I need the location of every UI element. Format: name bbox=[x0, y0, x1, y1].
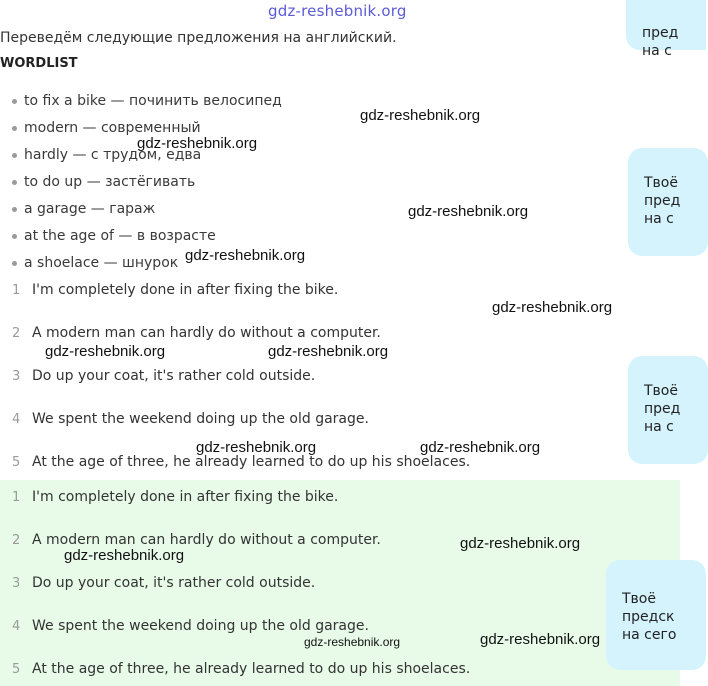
wordlist-item bbox=[12, 174, 195, 190]
watermark: gdz-reshebnik.org bbox=[492, 299, 613, 316]
answer-text: Do up your coat, it's rather cold outside. bbox=[32, 575, 316, 591]
sentence-text: A modern man can hardly do without a computer. bbox=[32, 325, 381, 341]
intro-text: Переведём следующие предложения на английский. bbox=[0, 30, 397, 46]
watermark: gdz-reshebnik.org bbox=[185, 247, 306, 264]
wordlist-item-text: hardly — с трудом, едва bbox=[24, 147, 202, 163]
watermark: gdz-reshebnik.org bbox=[408, 203, 529, 220]
prediction-card-2[interactable] bbox=[628, 356, 708, 464]
sentence-row bbox=[12, 454, 470, 470]
answer-row bbox=[12, 661, 470, 677]
wordlist-item-text: modern — современный bbox=[24, 120, 201, 136]
sentence-row bbox=[12, 325, 381, 341]
card-text: пред bbox=[644, 401, 681, 417]
answer-row bbox=[12, 575, 315, 591]
wordlist-item bbox=[12, 255, 178, 271]
watermark: gdz-reshebnik.org bbox=[420, 439, 541, 456]
sentence-text: I'm completely done in after fixing the bike. bbox=[32, 282, 339, 298]
sentence-text: Do up your coat, it's rather cold outside. bbox=[32, 368, 316, 384]
bullet-icon bbox=[12, 153, 17, 158]
bullet-icon bbox=[12, 207, 17, 212]
watermark: gdz-reshebnik.org bbox=[480, 631, 601, 648]
sentence-number: 1 bbox=[12, 283, 21, 298]
card-text: предск bbox=[622, 609, 675, 625]
card-text: пред bbox=[642, 25, 679, 41]
prediction-card-top[interactable] bbox=[626, 0, 706, 59]
bullet-icon bbox=[12, 261, 17, 266]
answer-text: At the age of three, he already learned to do up his shoelaces. bbox=[32, 661, 471, 677]
wordlist-item bbox=[12, 228, 216, 244]
bullet-icon bbox=[12, 126, 17, 131]
sentence-row bbox=[12, 282, 338, 298]
card-text: Твоё bbox=[644, 383, 678, 399]
card-text: пред bbox=[644, 193, 681, 209]
watermark: gdz-reshebnik.org bbox=[304, 635, 401, 649]
top-watermark: gdz-reshebnik.org bbox=[268, 2, 407, 20]
bullet-icon bbox=[12, 180, 17, 185]
wordlist-item bbox=[12, 201, 155, 217]
sentence-number: 4 bbox=[12, 412, 21, 427]
sentence-number: 3 bbox=[12, 369, 21, 384]
card-text: на с bbox=[644, 419, 674, 435]
sentence-number: 2 bbox=[12, 326, 21, 341]
watermark: gdz-reshebnik.org bbox=[64, 547, 185, 564]
card-text: на сего bbox=[622, 627, 677, 643]
bullet-icon bbox=[12, 99, 17, 104]
answer-number: 3 bbox=[12, 576, 21, 591]
prediction-card-3[interactable] bbox=[606, 560, 706, 670]
wordlist-item-text: to fix a bike — починить велосипед bbox=[24, 93, 282, 109]
answer-text: We spent the weekend doing up the old garage. bbox=[32, 618, 369, 634]
prediction-card-1[interactable] bbox=[628, 148, 708, 256]
answer-number: 1 bbox=[12, 490, 21, 505]
wordlist-item bbox=[12, 93, 282, 109]
sentence-number: 5 bbox=[12, 455, 21, 470]
wordlist-item-text: a shoelace — шнурок bbox=[24, 255, 179, 271]
answer-text: I'm completely done in after fixing the bike. bbox=[32, 489, 339, 505]
answer-text: A modern man can hardly do without a computer. bbox=[32, 532, 381, 548]
answer-row bbox=[12, 532, 381, 548]
watermark: gdz-reshebnik.org bbox=[360, 107, 481, 124]
wordlist-item-text: at the age of — в возрасте bbox=[24, 228, 216, 244]
card-text: Твоё bbox=[644, 175, 678, 191]
answer-row bbox=[12, 618, 369, 634]
card-text: на с bbox=[642, 43, 672, 59]
wordlist-item-text: a garage — гараж bbox=[24, 201, 156, 217]
card-text: Твоё bbox=[622, 591, 656, 607]
watermark: gdz-reshebnik.org bbox=[45, 343, 166, 360]
answer-number: 5 bbox=[12, 662, 21, 677]
bullet-icon bbox=[12, 234, 17, 239]
watermark: gdz-reshebnik.org bbox=[196, 439, 317, 456]
sentence-text: We spent the weekend doing up the old garage. bbox=[32, 411, 369, 427]
sentence-row bbox=[12, 411, 369, 427]
watermark: gdz-reshebnik.org bbox=[460, 535, 581, 552]
answer-row bbox=[12, 489, 338, 505]
sentence-text: At the age of three, he already learned to do up his shoelaces. bbox=[32, 454, 471, 470]
watermark: gdz-reshebnik.org bbox=[268, 343, 389, 360]
wordlist-title: WORDLIST bbox=[0, 56, 78, 71]
answer-number: 2 bbox=[12, 533, 21, 548]
sentence-row bbox=[12, 368, 315, 384]
watermark: gdz-reshebnik.org bbox=[137, 135, 258, 152]
card-text: на с bbox=[644, 211, 674, 227]
wordlist-item-text: to do up — застёгивать bbox=[24, 174, 196, 190]
wordlist-item bbox=[12, 120, 201, 136]
answer-number: 4 bbox=[12, 619, 21, 634]
